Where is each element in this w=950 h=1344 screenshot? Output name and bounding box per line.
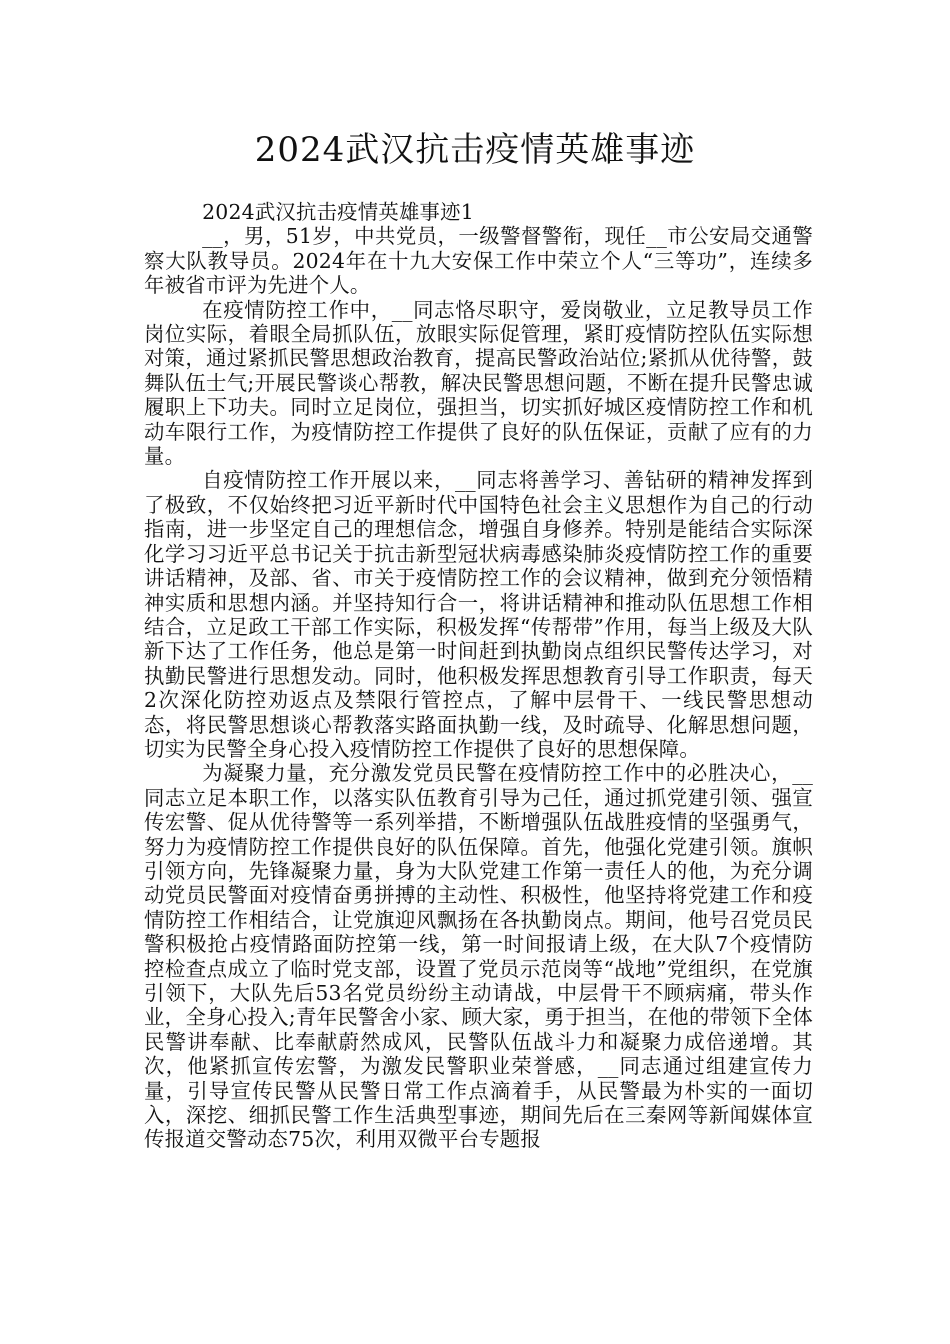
page-title: 2024武汉抗击疫情英雄事迹	[254, 130, 696, 170]
paragraph-3: 自疫情防控工作开展以来，__同志将善学习、善钻研的精神发挥到了极致，不仅始终把习近平新时代中国特色社会主义思想作为自己的行动指南，进一步坚定自己的理想信念，增强自身修养。特别是能结合实际深化学习习近平总书记关于抗击新型冠状病毒感染肺炎疫情防控工作的重要讲话精神，及部、省、市关于疫情防控工作的会议精神，做到充分领悟精神实质和思想内涵。并坚持知行合一，将讲话精神和推动队伍思想工作相结合，立足政工干部工作实际，积极发挥“传帮带”作用，每当上级及大队新下达了工作任务，他总是第一时间赶到执勤岗点组织民警传达学习，对执勤民警进行思想发动。同时，他积极发挥思想教育引导工作职责，每天2次深化防控劝返点及禁限行管控点，了解中层骨干、一线民警思想动态，将民警思想谈心帮教落实路面执勤一线，及时疏导、化解思想问题，切实为民警全身心投入疫情防控工作提供了良好的思想保障。	[144, 468, 813, 761]
document-body	[144, 200, 813, 1152]
paragraph-1: __，男，51岁，中共党员，一级警督警衔，现任__市公安局交通警察大队教导员。2024年在十九大安保工作中荣立个人“三等功”，连续多年被省市评为先进个人。	[144, 224, 813, 298]
paragraph-2: 在疫情防控工作中，__同志恪尽职守，爱岗敬业，立足教导员工作岗位实际，着眼全局抓队伍，放眼实际促管理，紧盯疫情防控队伍实际想对策，通过紧抓民警思想政治教育，提高民警政治站位;紧抓从优待警，鼓舞队伍士气;开展民警谈心帮教，解决民警思想问题，不断在提升民警忠诚履职上下功夫。同时立足岗位，强担当，切实抓好城区疫情防控工作和机动车限行工作，为疫情防控工作提供了良好的队伍保证，贡献了应有的力量。	[144, 297, 813, 469]
section-title: 2024武汉抗击疫情英雄事迹1	[202, 200, 474, 224]
paragraph-4: 为凝聚力量，充分激发党员民警在疫情防控工作中的必胜决心，__同志立足本职工作，以落实队伍教育引导为己任，通过抓党建引领、强宣传宏警、促从优待警等一系列举措，不断增强队伍战胜疫情的坚强勇气，努力为疫情防控工作提供良好的队伍保障。首先，他强化党建引领。旗帜引领方向，先锋凝聚力量，身为大队党建工作第一责任人的他，为充分调动党员民警面对疫情奋勇拼搏的主动性、积极性，他坚持将党建工作和疫情防控工作相结合，让党旗迎风飘扬在各执勤岗点。期间，他号召党员民警积极抢占疫情路面防控第一线，第一时间报请上级，在大队7个疫情防控检查点成立了临时党支部，设置了党员示范岗等“战地”党组织，在党旗引领下，大队先后53名党员纷纷主动请战，中层骨干不顾病痛，带头作业，全身心投入;青年民警舍小家、顾大家，勇于担当，在他的带领下全体民警讲奉献、比奉献蔚然成风，民警队伍战斗力和凝聚力成倍递增。其次，他紧抓宣传宏警，为激发民警职业荣誉感，__同志通过组建宣传力量，引导宣传民警从民警日常工作点滴着手，从民警最为朴实的一面切入，深挖、细抓民警工作生活典型事迹，期间先后在三秦网等新闻媒体宣传报道交警动态75次，利用双微平台专题报	[144, 761, 813, 1152]
